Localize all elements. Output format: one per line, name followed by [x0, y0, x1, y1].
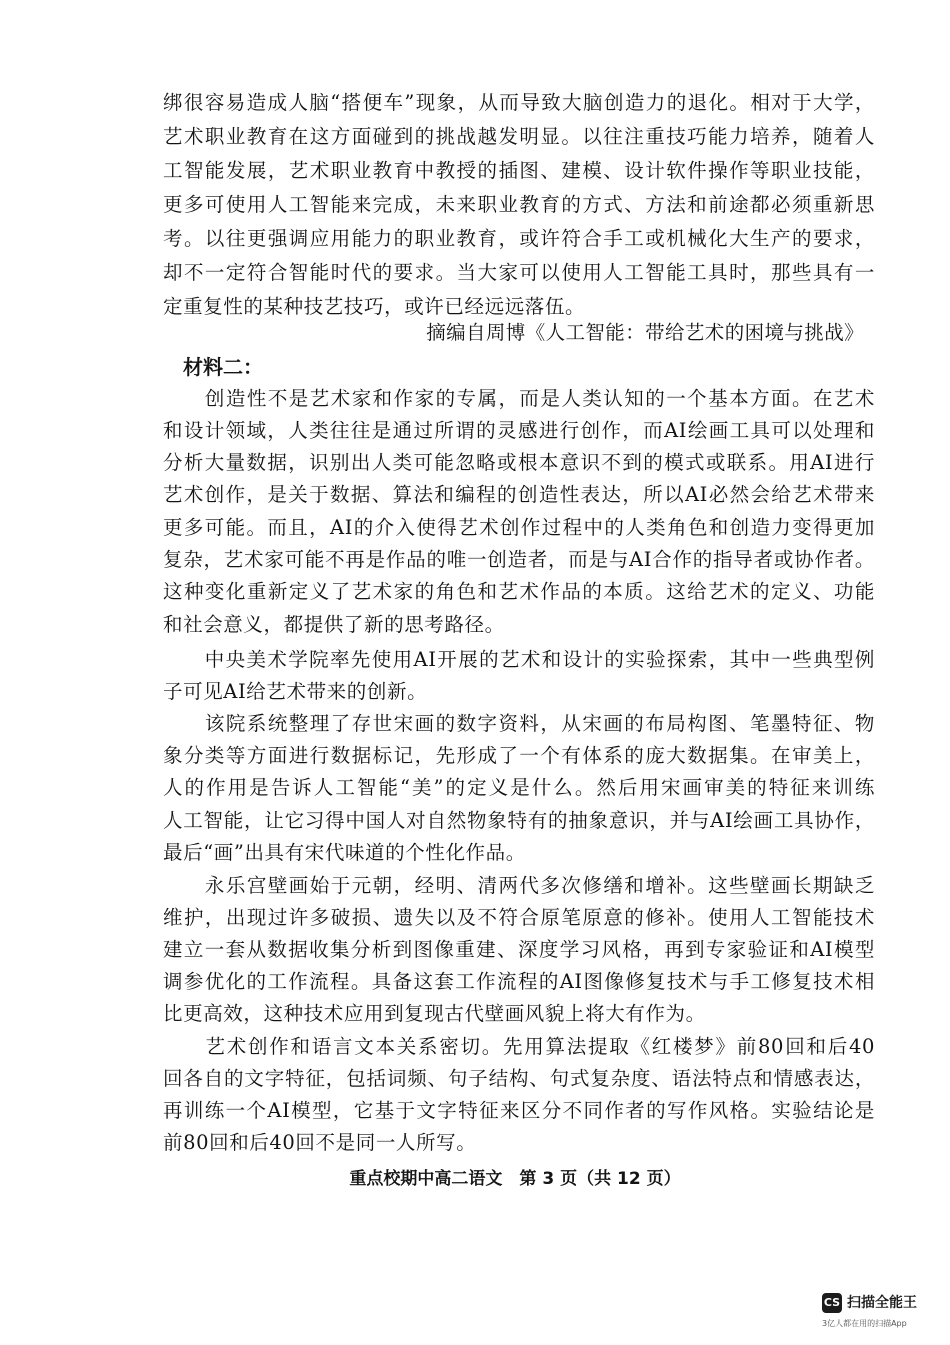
- text-line: 和设计领域，人类往往是通过所谓的灵感进行创作，而AI绘画工具可以处理和: [163, 419, 875, 442]
- text-line: 定重复性的某种技艺技巧，或许已经远远落伍。: [163, 295, 586, 318]
- text-line: 回各自的文字特征，包括词频、句子结构、句式复杂度、语法特点和情感表达，: [163, 1067, 875, 1090]
- text-line: 却不一定符合智能时代的要求。当大家可以使用人工智能工具时，那些具有一: [163, 261, 875, 284]
- text-line: 创造性不是艺术家和作家的专属，而是人类认知的一个基本方面。在艺术: [163, 387, 875, 410]
- text-line: 绑很容易造成人脑“搭便车”现象，从而导致大脑创造力的退化。相对于大学，: [163, 91, 875, 114]
- text-line: 该院系统整理了存世宋画的数字资料，从宋画的布局构图、笔墨特征、物: [163, 712, 875, 735]
- text-line: 这种变化重新定义了艺术家的角色和艺术作品的本质。这给艺术的定义、功能: [163, 580, 875, 603]
- text-line: 维护，出现过许多破损、遗失以及不符合原笔原意的修补。使用人工智能技术: [163, 906, 875, 929]
- text-line: 人的作用是告诉人工智能“美”的定义是什么。然后用宋画审美的特征来训练: [163, 776, 875, 799]
- text-line: 更多可使用人工智能来完成，未来职业教育的方式、方法和前途都必须重新思: [163, 193, 875, 216]
- text-line: 更多可能。而且，AI的介入使得艺术创作过程中的人类角色和创造力变得更加: [163, 516, 875, 539]
- text-line: 永乐宫壁画始于元朝，经明、清两代多次修缮和增补。这些壁画长期缺乏: [163, 874, 875, 897]
- watermark-tagline: 3亿人都在用的扫描App: [822, 1319, 907, 1328]
- page-footer: 重点校期中高二语文 第 3 页（共 12 页）: [349, 1169, 681, 1189]
- text-line: 建立一套从数据收集分析到图像重建、深度学习风格，再到专家验证和AI模型: [163, 938, 875, 961]
- text-line: 前80回和后40回不是同一人所写。: [163, 1131, 477, 1154]
- text-line: 分析大量数据，识别出人类可能忽略或根本意识不到的模式或联系。用AI进行: [163, 451, 875, 474]
- text-line: 子可见AI给艺术带来的创新。: [163, 680, 428, 703]
- camscanner-logo-icon: CS: [822, 1293, 842, 1313]
- text-line: 人工智能，让它习得中国人对自然物象特有的抽象意识，并与AI绘画工具协作，: [163, 809, 875, 832]
- text-line: 艺术创作和语言文本关系密切。先用算法提取《红楼梦》前80回和后40: [163, 1035, 875, 1058]
- text-line: 调参优化的工作流程。具备这套工作流程的AI图像修复技术与手工修复技术相: [163, 970, 875, 993]
- text-line: 中央美术学院率先使用AI开展的艺术和设计的实验探索，其中一些典型例: [163, 648, 875, 671]
- text-line: 比更高效，这种技术应用到复现古代壁画风貌上将大有作为。: [163, 1002, 706, 1025]
- text-line: 复杂，艺术家可能不再是作品的唯一创造者，而是与AI合作的指导者或协作者。: [163, 548, 875, 571]
- watermark-app-name: 扫描全能王: [847, 1295, 917, 1311]
- source-citation: 摘编自周博《人工智能：带给艺术的困境与挑战》: [426, 321, 864, 344]
- text-line: 考。以往更强调应用能力的职业教育，或许符合手工或机械化大生产的要求，: [163, 227, 875, 250]
- text-line: 再训练一个AI模型，它基于文字特征来区分不同作者的写作风格。实验结论是: [163, 1099, 875, 1122]
- text-line: 艺术职业教育在这方面碰到的挑战越发明显。以往注重技巧能力培养，随着人: [163, 125, 875, 148]
- text-line: 艺术创作，是关于数据、算法和编程的创造性表达，所以AI必然会给艺术带来: [163, 483, 875, 506]
- text-line: 工智能发展，艺术职业教育中教授的插图、建模、设计软件操作等职业技能，: [163, 159, 875, 182]
- section-heading: 材料二：: [183, 355, 263, 379]
- text-line: 最后“画”出具有宋代味道的个性化作品。: [163, 841, 526, 864]
- scanner-watermark: [822, 1292, 942, 1340]
- text-line: 和社会意义，都提供了新的思考路径。: [163, 613, 505, 636]
- text-line: 象分类等方面进行数据标记，先形成了一个有体系的庞大数据集。在审美上，: [163, 744, 875, 767]
